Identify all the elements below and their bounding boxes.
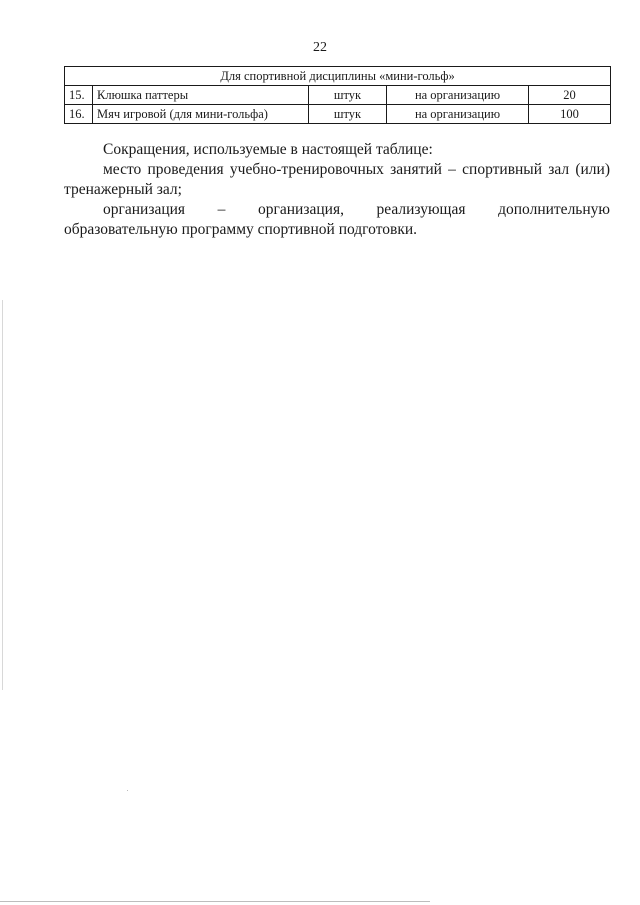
- section-header: Для спортивной дисциплины «мини-гольф»: [65, 67, 611, 86]
- row-number: 15.: [65, 86, 93, 105]
- table-row: [65, 86, 611, 105]
- page-number: 22: [313, 40, 327, 55]
- note-training-place: место проведения учебно-тренировочных занятий – спортивный зал (или) тренажерный зал;: [64, 161, 610, 198]
- row-allocation: на организацию: [387, 105, 529, 124]
- equipment-table: [64, 66, 611, 124]
- row-quantity: 20: [529, 86, 611, 105]
- row-unit: штук: [309, 105, 387, 124]
- row-allocation: на организацию: [387, 86, 529, 105]
- notes-intro: Сокращения, используемые в настоящей таблице:: [103, 141, 433, 158]
- row-unit: штук: [309, 86, 387, 105]
- scan-edge-line: [2, 300, 3, 690]
- row-item-name: Мяч игровой (для мини-гольфа): [93, 105, 309, 124]
- row-number: 16.: [65, 105, 93, 124]
- note-organization: организация – организация, реализующая дополнительную образовательную программу спортивной подготовки.: [64, 201, 610, 238]
- abbreviations-notes: [64, 140, 610, 240]
- table-row: [65, 105, 611, 124]
- table-section-row: [65, 67, 611, 86]
- scan-bottom-line: [0, 901, 430, 902]
- scan-speck: [127, 790, 128, 791]
- row-item-name: Клюшка паттеры: [93, 86, 309, 105]
- row-quantity: 100: [529, 105, 611, 124]
